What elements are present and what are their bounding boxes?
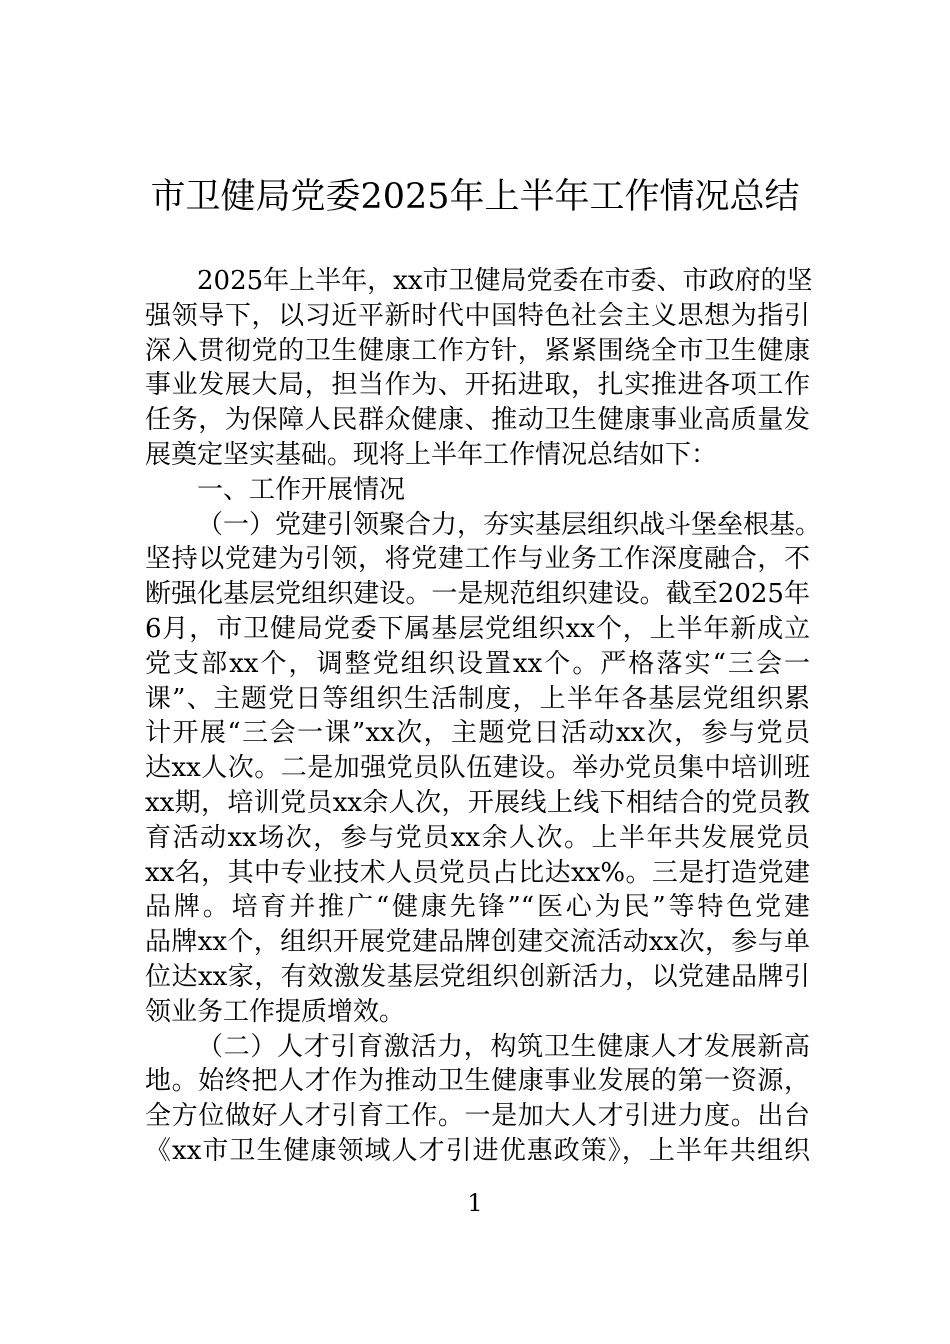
paragraph-line: 展奠定坚实基础。现将上半年工作情况总结如下： bbox=[145, 439, 718, 470]
section-heading: 一、工作开展情况 bbox=[197, 474, 406, 505]
paragraph-line: 断强化基层党组织建设。一是规范组织建设。截至2025年 bbox=[145, 579, 810, 610]
paragraph-line: 全方位做好人才引育工作。一是加大人才引进力度。出台 bbox=[145, 1101, 810, 1132]
paragraph-line: xx名，其中专业技术人员党员占比达xx%。三是打造党建 bbox=[145, 857, 810, 888]
document-title: 市卫健局党委2025年上半年工作情况总结 bbox=[150, 177, 800, 217]
paragraph-line: 6月，市卫健局党委下属基层党组织xx个，上半年新成立 bbox=[145, 613, 810, 644]
page-number: 1 bbox=[467, 1189, 483, 1217]
paragraph-line: 位达xx家，有效激发基层党组织创新活力，以党建品牌引 bbox=[145, 961, 810, 992]
paragraph-line: 党支部xx个，调整党组织设置xx个。严格落实“三会一 bbox=[145, 648, 810, 679]
document-body bbox=[145, 264, 822, 1169]
paragraph-line: 深入贯彻党的卫生健康工作方针，紧紧围绕全市卫生健康 bbox=[145, 335, 810, 366]
paragraph-line: 任务，为保障人民群众健康、推动卫生健康事业高质量发 bbox=[145, 405, 810, 436]
paragraph-line: 达xx人次。二是加强党员队伍建设。举办党员集中培训班 bbox=[145, 753, 810, 784]
paragraph-line: 品牌xx个，组织开展党建品牌创建交流活动xx次，参与单 bbox=[145, 927, 810, 958]
paragraph-line: 坚持以党建为引领，将党建工作与业务工作深度融合，不 bbox=[145, 544, 810, 575]
paragraph-line: 2025年上半年，xx市卫健局党委在市委、市政府的坚 bbox=[197, 266, 813, 296]
paragraph-line: 计开展“三会一课”xx次，主题党日活动xx次，参与党员 bbox=[145, 718, 810, 749]
paragraph-line: 事业发展大局，担当作为、开拓进取，扎实推进各项工作 bbox=[145, 370, 810, 401]
paragraph-line: 强领导下，以习近平新时代中国特色社会主义思想为指引 bbox=[145, 300, 810, 331]
paragraph-line: xx期，培训党员xx余人次，开展线上线下相结合的党员教 bbox=[145, 787, 810, 818]
paragraph-line: 《xx市卫生健康领域人才引进优惠政策》，上半年共组织 bbox=[145, 1135, 810, 1166]
paragraph-line: 育活动xx场次，参与党员xx余人次。上半年共发展党员 bbox=[145, 822, 810, 853]
paragraph-line: 品牌。培育并推广“健康先锋”“医心为民”等特色党建 bbox=[145, 892, 810, 923]
subsection-heading: （一）党建引领聚合力，夯实基层组织战斗堡垒根基。 bbox=[197, 509, 822, 540]
subsection-heading: （二）人才引育激活力，构筑卫生健康人才发展新高 bbox=[197, 1031, 810, 1062]
paragraph-line: 领业务工作提质增效。 bbox=[145, 996, 406, 1027]
paragraph-line: 地。始终把人才作为推动卫生健康事业发展的第一资源， bbox=[145, 1066, 810, 1097]
paragraph-line: 课”、主题党日等组织生活制度，上半年各基层党组织累 bbox=[145, 683, 810, 714]
